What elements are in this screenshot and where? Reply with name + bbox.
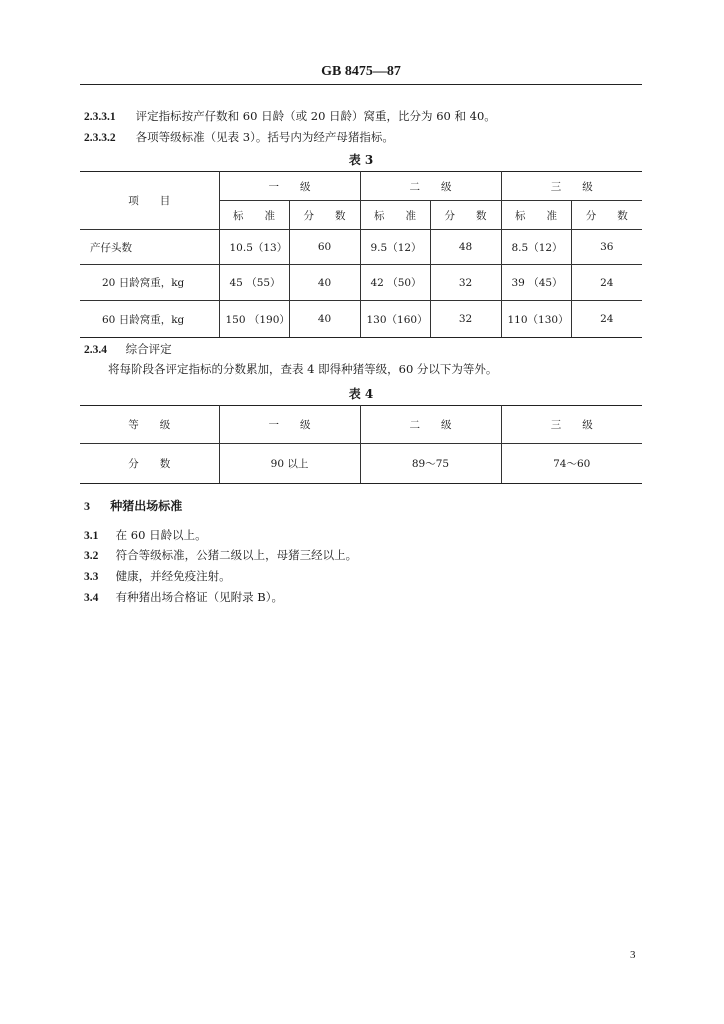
clause-text: 符合等级标准，公猪二级以上，母猪三经以上。 (115, 548, 358, 562)
row-label: 20 日龄窝重，kg (80, 265, 219, 301)
clause-text: 各项等级标准（见表 3）。括号内为经产母猪指标。 (135, 130, 394, 144)
section-number: 3 (84, 499, 90, 513)
table-cell: 32 (430, 265, 501, 301)
document-code: GB 8475—87 (321, 64, 401, 79)
list-item (84, 547, 357, 564)
paragraph-2-3-3-1 (84, 108, 496, 125)
grade-header: 一 级 (219, 172, 360, 201)
clause-number: 2.3.4 (84, 344, 107, 356)
table-cell: 24 (571, 265, 642, 301)
row-label: 分 数 (80, 444, 219, 484)
table-cell: 42 （50） (360, 265, 430, 301)
section-3-heading (84, 497, 182, 514)
table-cell: 89～75 (360, 444, 501, 484)
table-cell: 10.5（13） (219, 230, 289, 265)
table-row (80, 265, 642, 301)
clause-number: 2.3.3.2 (84, 132, 116, 144)
grade-header: 三 级 (501, 172, 642, 201)
table-cell: 8.5（12） (501, 230, 571, 265)
table-cell: 9.5（12） (360, 230, 430, 265)
table-4 (80, 405, 642, 484)
page-number: 3 (630, 949, 636, 961)
clause-number: 3.1 (84, 530, 99, 542)
header-rule (80, 84, 642, 85)
table-cell: 130（160） (360, 301, 430, 338)
table-cell: 24 (571, 301, 642, 338)
row-label: 60 日龄窝重，kg (80, 301, 219, 338)
section-2-3-4-body: 将每阶段各评定指标的分数累加，查表 4 即得种猪等级，60 分以下为等外。 (108, 362, 498, 376)
clause-text: 在 60 日龄以上。 (115, 528, 207, 542)
row-label: 等 级 (80, 406, 219, 444)
row-label: 产仔头数 (80, 230, 219, 265)
list-item (84, 589, 283, 606)
table-cell: 74～60 (501, 444, 642, 484)
table-cell: 110（130） (501, 301, 571, 338)
clause-number: 3.2 (84, 550, 99, 562)
list-item (84, 527, 207, 544)
clause-title: 综合评定 (125, 342, 172, 356)
table-row (80, 406, 642, 444)
table-cell: 39 （45） (501, 265, 571, 301)
sub-header-score: 分 数 (430, 201, 501, 230)
clause-number: 3.3 (84, 571, 99, 583)
table-cell: 32 (430, 301, 501, 338)
table-3-title: 表 3 (348, 153, 374, 167)
sub-header-score: 分 数 (289, 201, 360, 230)
grade-header: 二 级 (360, 172, 501, 201)
table-cell: 40 (289, 265, 360, 301)
sub-header-standard: 标 准 (360, 201, 430, 230)
grade-header: 一 级 (219, 406, 360, 444)
clause-number: 2.3.3.1 (84, 111, 116, 123)
grade-header: 二 级 (360, 406, 501, 444)
grade-header: 三 级 (501, 406, 642, 444)
sub-header-standard: 标 准 (501, 201, 571, 230)
table-cell: 40 (289, 301, 360, 338)
table-row (80, 301, 642, 338)
table-cell: 150 （190） (219, 301, 289, 338)
table-cell: 48 (430, 230, 501, 265)
clause-number: 3.4 (84, 592, 99, 604)
item-header: 项 目 (80, 172, 219, 230)
table-cell: 36 (571, 230, 642, 265)
clause-text: 评定指标按产仔数和 60 日龄（或 20 日龄）窝重，比分为 60 和 40。 (135, 109, 496, 123)
table-header-row (80, 172, 642, 201)
section-2-3-4-heading (84, 341, 172, 358)
table-cell: 45 （55） (219, 265, 289, 301)
table-4-title: 表 4 (348, 387, 374, 401)
table-cell: 60 (289, 230, 360, 265)
table-row (80, 230, 642, 265)
clause-text: 有种猪出场合格证（见附录 B）。 (115, 590, 284, 604)
sub-header-standard: 标 准 (219, 201, 289, 230)
list-item (84, 568, 231, 585)
table-row (80, 444, 642, 484)
clause-text: 健康，并经免疫注射。 (115, 569, 231, 583)
table-3 (80, 171, 642, 338)
sub-header-score: 分 数 (571, 201, 642, 230)
paragraph-2-3-3-2 (84, 129, 394, 146)
section-title: 种猪出场标准 (110, 499, 183, 513)
table-cell: 90 以上 (219, 444, 360, 484)
